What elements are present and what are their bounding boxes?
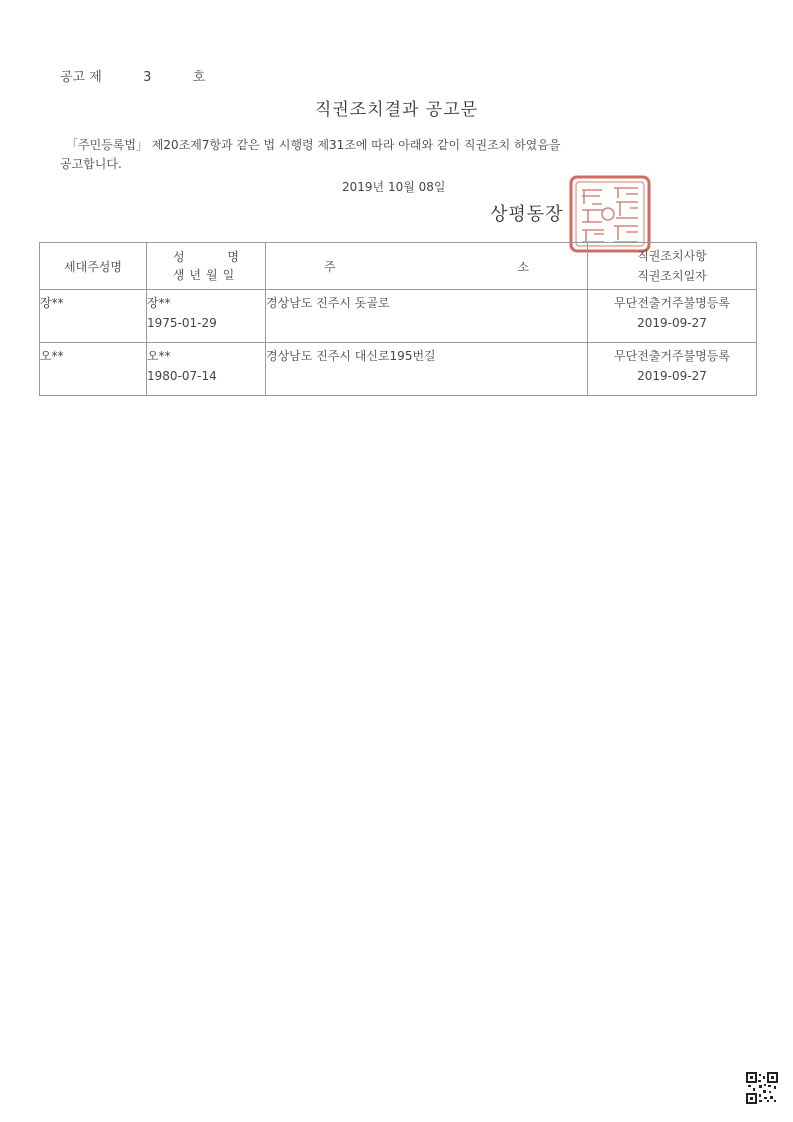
row-birth: 1975-01-29 — [147, 316, 217, 330]
row-name-birth — [147, 343, 266, 396]
header-name-a: 성 — [173, 250, 185, 264]
row-householder — [40, 290, 147, 343]
row-action-type: 무단전출거주불명등록 — [614, 296, 730, 310]
notice-body-line-1: 「주민등록법」 제20조제7항과 같은 법 시행령 제31조에 따라 아래와 같이 직권조치 하였음을 — [66, 138, 561, 152]
qr-code-icon[interactable] — [746, 1072, 778, 1104]
header-action-type: 직권조치사항 — [637, 249, 707, 263]
notice-number: 공고 제 3 호 — [60, 70, 206, 85]
row-action — [588, 290, 757, 343]
table-row — [40, 290, 757, 343]
row-birth: 1980-07-14 — [147, 369, 217, 383]
header-householder: 세대주성명 — [40, 243, 147, 290]
notice-date: 2019년 10월 08일 — [342, 180, 446, 194]
notice-body — [60, 136, 760, 174]
row-address — [266, 343, 588, 396]
page-title: 직권조치결과 공고문 — [314, 100, 479, 120]
row-action-date: 2019-09-27 — [637, 316, 707, 330]
row-householder-text: 오** — [40, 349, 64, 363]
row-address — [266, 290, 588, 343]
row-name: 장** — [147, 296, 171, 310]
header-address-b: 소 — [517, 259, 529, 274]
header-address-a: 주 — [324, 259, 336, 274]
row-action-type: 무단전출거주불명등록 — [614, 349, 730, 363]
table-row — [40, 343, 757, 396]
header-name-birth — [147, 243, 266, 290]
header-name-b: 명 — [227, 250, 239, 264]
row-address-text: 경상남도 진주시 돗골로 — [266, 296, 390, 310]
row-name-birth — [147, 290, 266, 343]
table-header-row — [40, 243, 757, 290]
header-birth: 생년월일 — [172, 268, 240, 282]
row-action-date: 2019-09-27 — [637, 369, 707, 383]
row-address-text: 경상남도 진주시 대신로195번길 — [266, 349, 436, 363]
row-householder — [40, 343, 147, 396]
issuer-name: 상평동장 — [490, 204, 564, 225]
header-address — [266, 243, 588, 290]
row-householder-text: 장** — [40, 296, 64, 310]
records-table — [39, 242, 757, 396]
notice-body-line-2: 공고합니다. — [60, 157, 122, 171]
header-action-date: 직권조치일자 — [637, 269, 707, 283]
row-name: 오** — [147, 349, 171, 363]
row-action — [588, 343, 757, 396]
header-action — [588, 243, 757, 290]
